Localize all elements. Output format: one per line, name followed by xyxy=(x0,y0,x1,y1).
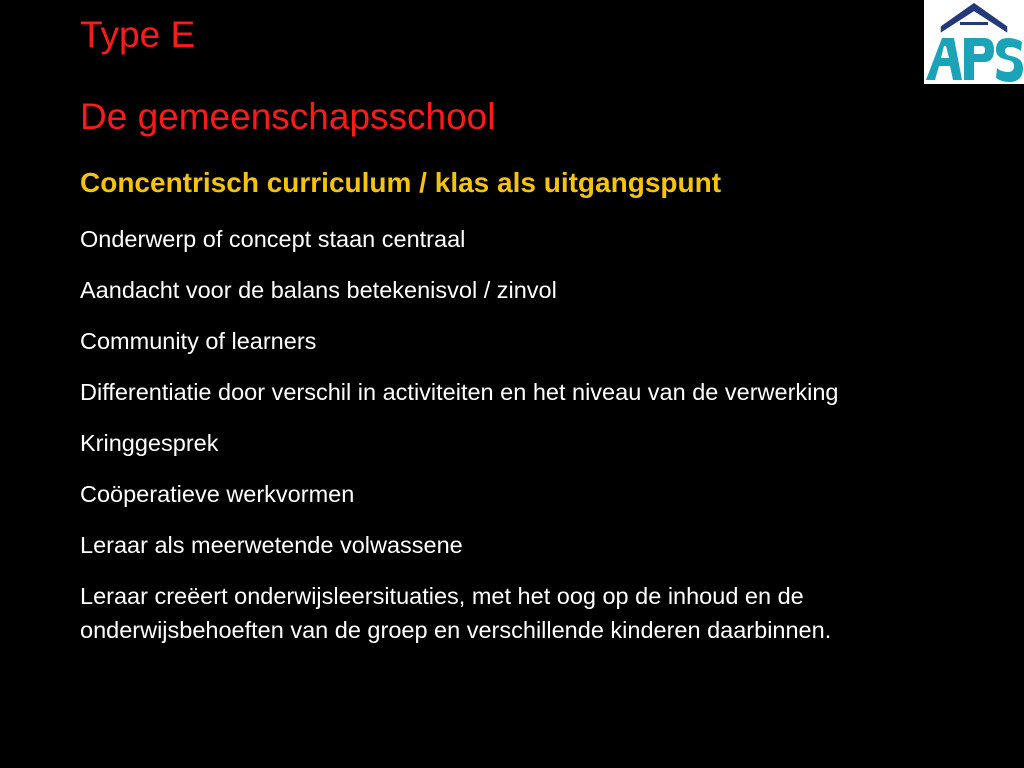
bullet-item: Leraar als meerwetende volwassene xyxy=(80,532,463,558)
bullet-list xyxy=(80,222,940,664)
bullet-item: Kringgesprek xyxy=(80,430,219,456)
bullet-item: Onderwerp of concept staan centraal xyxy=(80,226,466,252)
bullet-item: Differentiatie door verschil in activiteiten en het niveau van de verwerking xyxy=(80,379,839,405)
slide-subtitle: Concentrisch curriculum / klas als uitgangspunt xyxy=(80,167,722,198)
bullet-item: Community of learners xyxy=(80,328,317,354)
bullet-item: Coöperatieve werkvormen xyxy=(80,481,355,507)
bullet-item: Leraar creëert onderwijsleersituaties, met het oog op de inhoud en de onderwijsbehoeften van de groep en verschillende kinderen daarbinnen. xyxy=(80,583,832,643)
aps-logo xyxy=(924,0,1024,84)
house-roof-icon xyxy=(924,0,1024,84)
slide-title: Type E xyxy=(80,14,196,55)
bullet-item: Aandacht voor de balans betekenisvol / zinvol xyxy=(80,277,557,303)
slide-title-secondary: De gemeenschapsschool xyxy=(80,96,496,137)
